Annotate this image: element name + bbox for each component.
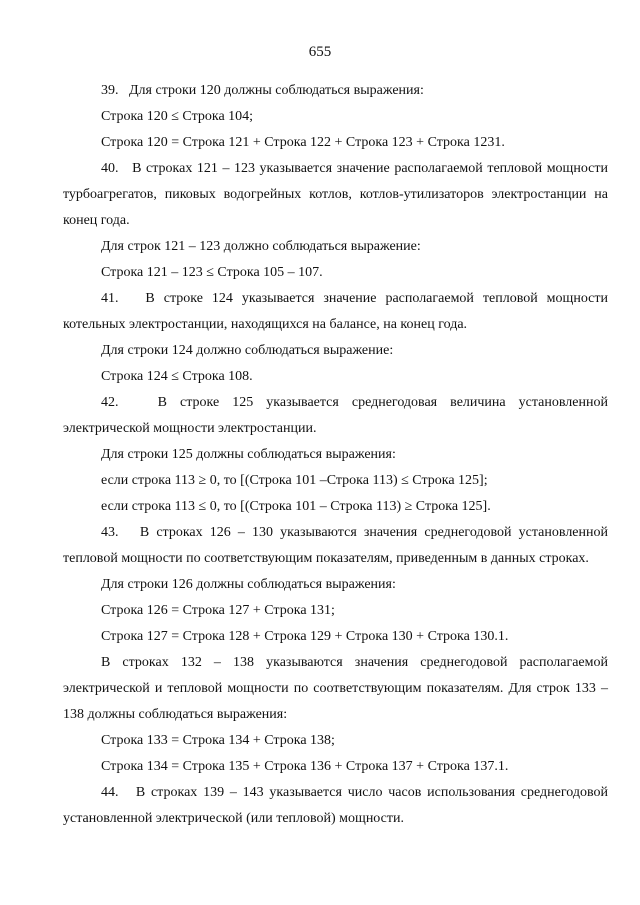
paragraph-42: 42. В строке 125 указывается среднегодовая величина установленной электрической мощности электростанции. [63,395,608,436]
expression-line: Строка 126 = Строка 127 + Строка 131; [101,603,335,618]
paragraph-40: 40. В строках 121 – 123 указывается значение располагаемой тепловой мощности турбоагрегатов, пиковых водогрейных котлов, котлов-утилизаторов электростанции на конец года. [63,161,608,228]
expression-heading: Для строки 126 должны соблюдаться выражения: [101,577,396,592]
paragraph-41: 41. В строке 124 указывается значение располагаемой тепловой мощности котельных электростанции, находящихся на балансе, на конец года. [63,291,608,332]
expression-line: Строка 120 ≤ Строка 104; [101,109,254,124]
expression-line: Строка 121 – 123 ≤ Строка 105 – 107. [101,265,323,280]
expression-line: Строка 134 = Строка 135 + Строка 136 + Строка 137 + Строка 137.1. [101,759,509,774]
expression-line: Строка 124 ≤ Строка 108. [101,369,253,384]
paragraph-132-138: В строках 132 – 138 указываются значения среднегодовой располагаемой электрической и тепловой мощности по соответствующим показателям. Для строк 133 – 138 должны соблюдаться выражения: [63,655,608,722]
document-body [63,78,608,832]
expression-heading: Для строки 124 должно соблюдаться выражение: [101,343,394,358]
expression-line: Строка 127 = Строка 128 + Строка 129 + Строка 130 + Строка 130.1. [101,629,509,644]
expression-line: если строка 113 ≤ 0, то [(Строка 101 – Строка 113) ≥ Строка 125]. [101,499,491,514]
expression-line: Строка 133 = Строка 134 + Строка 138; [101,733,335,748]
page-number: 655 [308,44,332,60]
expression-line: Строка 120 = Строка 121 + Строка 122 + Строка 123 + Строка 1231. [101,135,505,150]
paragraph-44: 44. В строках 139 – 143 указывается число часов использования среднегодовой установленной электрической (или тепловой) мощности. [63,785,608,826]
paragraph-43: 43. В строках 126 – 130 указываются значения среднегодовой установленной тепловой мощности по соответствующим показателям, приведенным в данных строках. [63,525,608,566]
paragraph-39: 39. Для строки 120 должны соблюдаться выражения: [101,83,424,98]
expression-heading: Для строк 121 – 123 должно соблюдаться выражение: [101,239,421,254]
expression-line: если строка 113 ≥ 0, то [(Строка 101 –Строка 113) ≤ Строка 125]; [101,473,488,488]
expression-heading: Для строки 125 должны соблюдаться выражения: [101,447,396,462]
